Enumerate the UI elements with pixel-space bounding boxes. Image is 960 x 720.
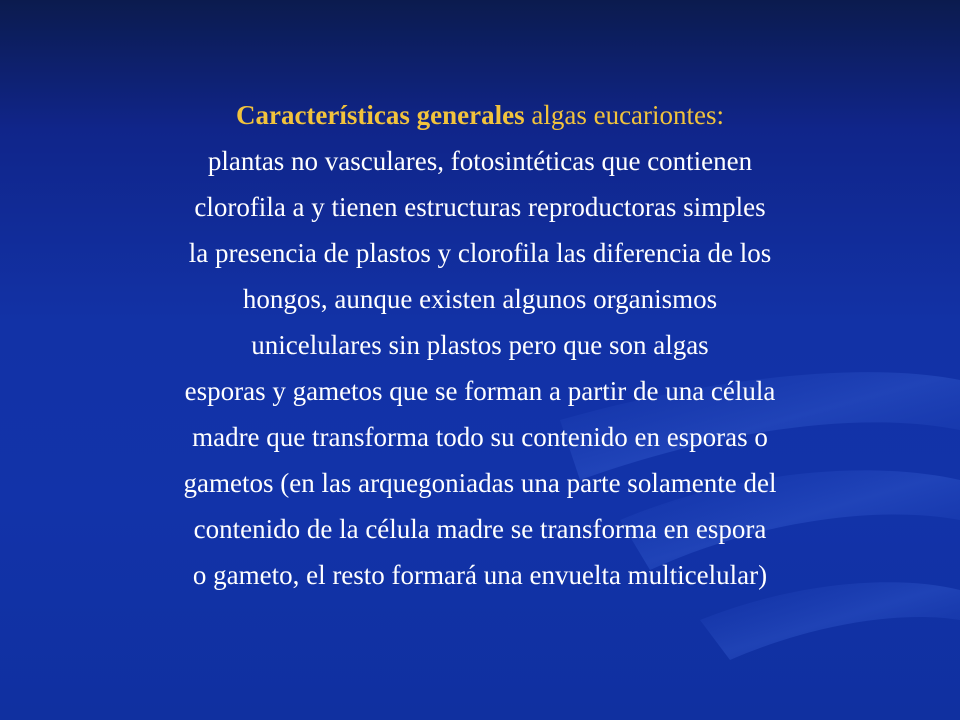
body-line-2: clorofila a y tienen estructuras reproductoras simples <box>194 192 766 222</box>
body-line-8: gametos (en las arquegoniadas una parte solamente del <box>183 468 777 498</box>
body-line-3: la presencia de plastos y clorofila las diferencia de los <box>188 238 772 268</box>
body-line-7: madre que transforma todo su contenido en esporas o <box>192 422 768 452</box>
body-line-1: plantas no vasculares, fotosintéticas que contienen <box>207 146 753 176</box>
body-line-5: unicelulares sin plastos pero que son algas <box>251 330 709 360</box>
body-line-4: hongos, aunque existen algunos organismos <box>242 284 718 314</box>
heading-rest-text: algas eucariontes: <box>524 100 725 130</box>
slide-text-block <box>60 92 900 598</box>
body-line-9: contenido de la célula madre se transforma en espora <box>193 514 767 544</box>
heading-bold-text: Características generales <box>235 100 525 130</box>
slide-heading <box>60 92 900 138</box>
body-line-10: o gameto, el resto formará una envuelta multicelular) <box>192 560 768 590</box>
body-line-6: esporas y gametos que se forman a partir de una célula <box>184 376 776 406</box>
